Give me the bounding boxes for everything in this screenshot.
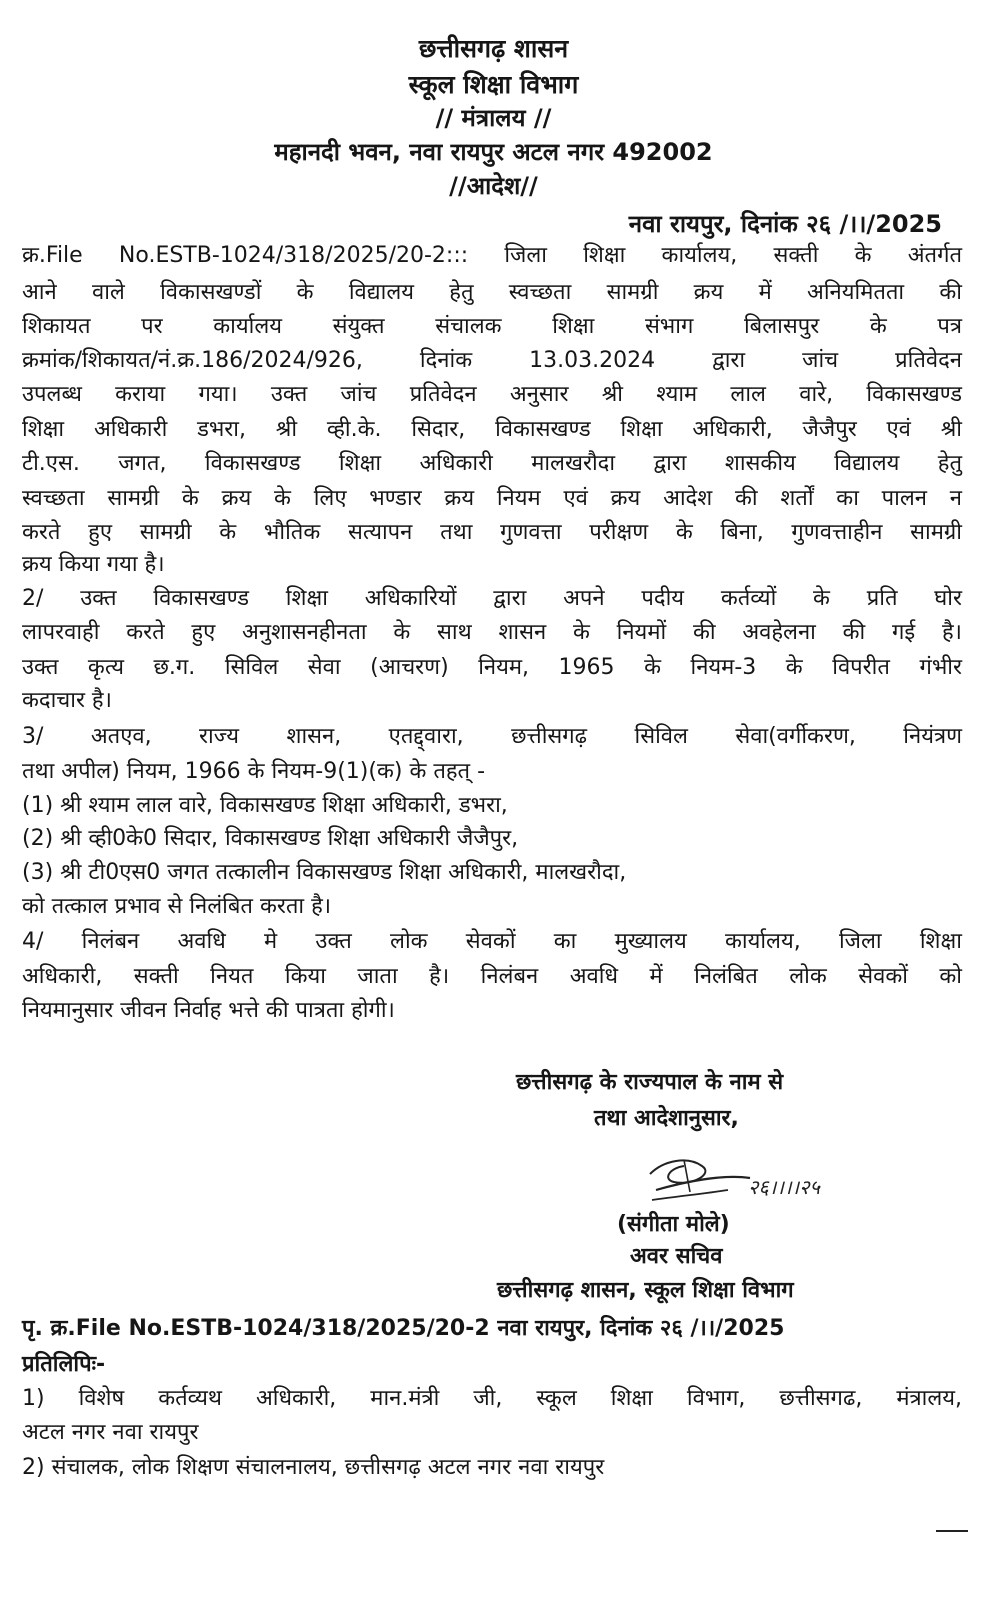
body-line: स्वच्छता सामग्री के क्रय के लिए भण्डार क्रय नियम एवं क्रय आदेश की शर्तों का पालन न: [22, 486, 962, 511]
suspended-officer-3: (3) श्री टी0एस0 जगत तत्कालीन विकासखण्ड शिक्षा अधिकारी, मालखरौदा,: [22, 860, 627, 885]
body-line: आने वाले विकासखण्डों के विद्यालय हेतु स्वच्छता सामग्री क्रय में अनियमितता की: [22, 280, 962, 305]
body-line: क्र.File No.ESTB-1024/318/2025/20-2::: जिला शिक्षा कार्यालय, सक्ती के अंतर्गत: [22, 243, 962, 268]
authority-line-1: छत्तीसगढ़ के राज्यपाल के नाम से: [516, 1070, 784, 1095]
para-2-line: उक्त कृत्य छ.ग. सिविल सेवा (आचरण) नियम, 1965 के नियम-3 के विपरीत गंभीर: [22, 655, 962, 680]
para-4-line: 4/ निलंबन अवधि मे उक्त लोक सेवकों का मुख्यालय कार्यालय, जिला शिक्षा: [22, 929, 962, 954]
copy-recipient-1-continued: अटल नगर नवा रायपुर: [22, 1420, 199, 1445]
para-4-line: अधिकारी, सक्ती नियत किया जाता है। निलंबन अवधि में निलंबित लोक सेवकों को: [22, 964, 962, 989]
body-line: शिक्षा अधिकारी डभरा, श्री व्ही.के. सिदार, विकासखण्ड शिक्षा अधिकारी, जैजैपुर एवं श्री: [22, 417, 962, 442]
page-edge-mark: [936, 1530, 968, 1532]
header-ministry: // मंत्रालय //: [435, 104, 552, 132]
para-3-line: तथा अपील) नियम, 1966 के नियम-9(1)(क) के तहत् -: [22, 759, 486, 784]
signatory-designation: अवर सचिव: [630, 1244, 723, 1269]
copy-recipient-2: 2) संचालक, लोक शिक्षण संचालनालय, छत्तीसगढ़ अटल नगर नवा रायपुर: [22, 1455, 605, 1480]
para-4-line: नियमानुसार जीवन निर्वाह भत्ते की पात्रता होगी।: [22, 998, 395, 1023]
para-2-line: कदाचार है।: [22, 688, 112, 713]
body-line: क्रमांक/शिकायत/नं.क्र.186/2024/926, दिनांक 13.03.2024 द्वारा जांच प्रतिवेदन: [22, 348, 962, 373]
header-government: छत्तीसगढ़ शासन: [418, 34, 569, 63]
body-line: उपलब्ध कराया गया। उक्त जांच प्रतिवेदन अनुसार श्री श्याम लाल वारे, विकासखण्ड: [22, 382, 962, 407]
copy-recipient-1: 1) विशेष कर्तव्यथ अधिकारी, मान.मंत्री जी, स्कूल शिक्षा विभाग, छत्तीसगढ, मंत्रालय,: [22, 1386, 962, 1411]
para-3-line: 3/ अतएव, राज्य शासन, एतद्द्वारा, छत्तीसगढ़ सिविल सेवा(वर्गीकरण, नियंत्रण: [22, 724, 962, 749]
body-line: शिकायत पर कार्यालय संयुक्त संचालक शिक्षा संभाग बिलासपुर के पत्र: [22, 314, 962, 339]
signature-date: २६।।।।२५: [748, 1175, 820, 1199]
body-line: टी.एस. जगत, विकासखण्ड शिक्षा अधिकारी मालखरौदा द्वारा शासकीय विद्यालय हेतु: [22, 451, 962, 476]
para-2-line: 2/ उक्त विकासखण्ड शिक्षा अधिकारियों द्वारा अपने पदीय कर्तव्यों के प्रति घोर: [22, 586, 962, 611]
signatory-name: (संगीता मोले): [617, 1212, 730, 1237]
suspension-statement: को तत्काल प्रभाव से निलंबित करता है।: [22, 894, 332, 919]
header-department: स्कूल शिक्षा विभाग: [408, 70, 579, 99]
order-title: //आदेश//: [449, 172, 538, 200]
copy-label: प्रतिलिपिः-: [22, 1352, 106, 1377]
signatory-office: छत्तीसगढ़ शासन, स्कूल शिक्षा विभाग: [497, 1278, 794, 1303]
suspended-officer-1: (1) श्री श्याम लाल वारे, विकासखण्ड शिक्षा अधिकारी, डभरा,: [22, 793, 508, 818]
authority-line-2: तथा आदेशानुसार,: [594, 1106, 739, 1131]
order-date-line: नवा रायपुर, दिनांक २६ /।।/2025: [628, 210, 942, 238]
body-line: क्रय किया गया है।: [22, 552, 165, 577]
header-address: महानदी भवन, नवा रायपुर अटल नगर 492002: [274, 138, 713, 166]
endorsement-reference: पृ. क्र.File No.ESTB-1024/318/2025/20-2 नवा रायपुर, दिनांक २६ /।।/2025: [22, 1316, 785, 1341]
suspended-officer-2: (2) श्री व्ही0के0 सिदार, विकासखण्ड शिक्षा अधिकारी जैजैपुर,: [22, 826, 519, 851]
para-2-line: लापरवाही करते हुए अनुशासनहीनता के साथ शासन के नियमों की अवहेलना की गई है।: [22, 620, 962, 645]
body-line: करते हुए सामग्री के भौतिक सत्यापन तथा गुणवत्ता परीक्षण के बिना, गुणवत्ताहीन सामग्री: [22, 520, 962, 545]
